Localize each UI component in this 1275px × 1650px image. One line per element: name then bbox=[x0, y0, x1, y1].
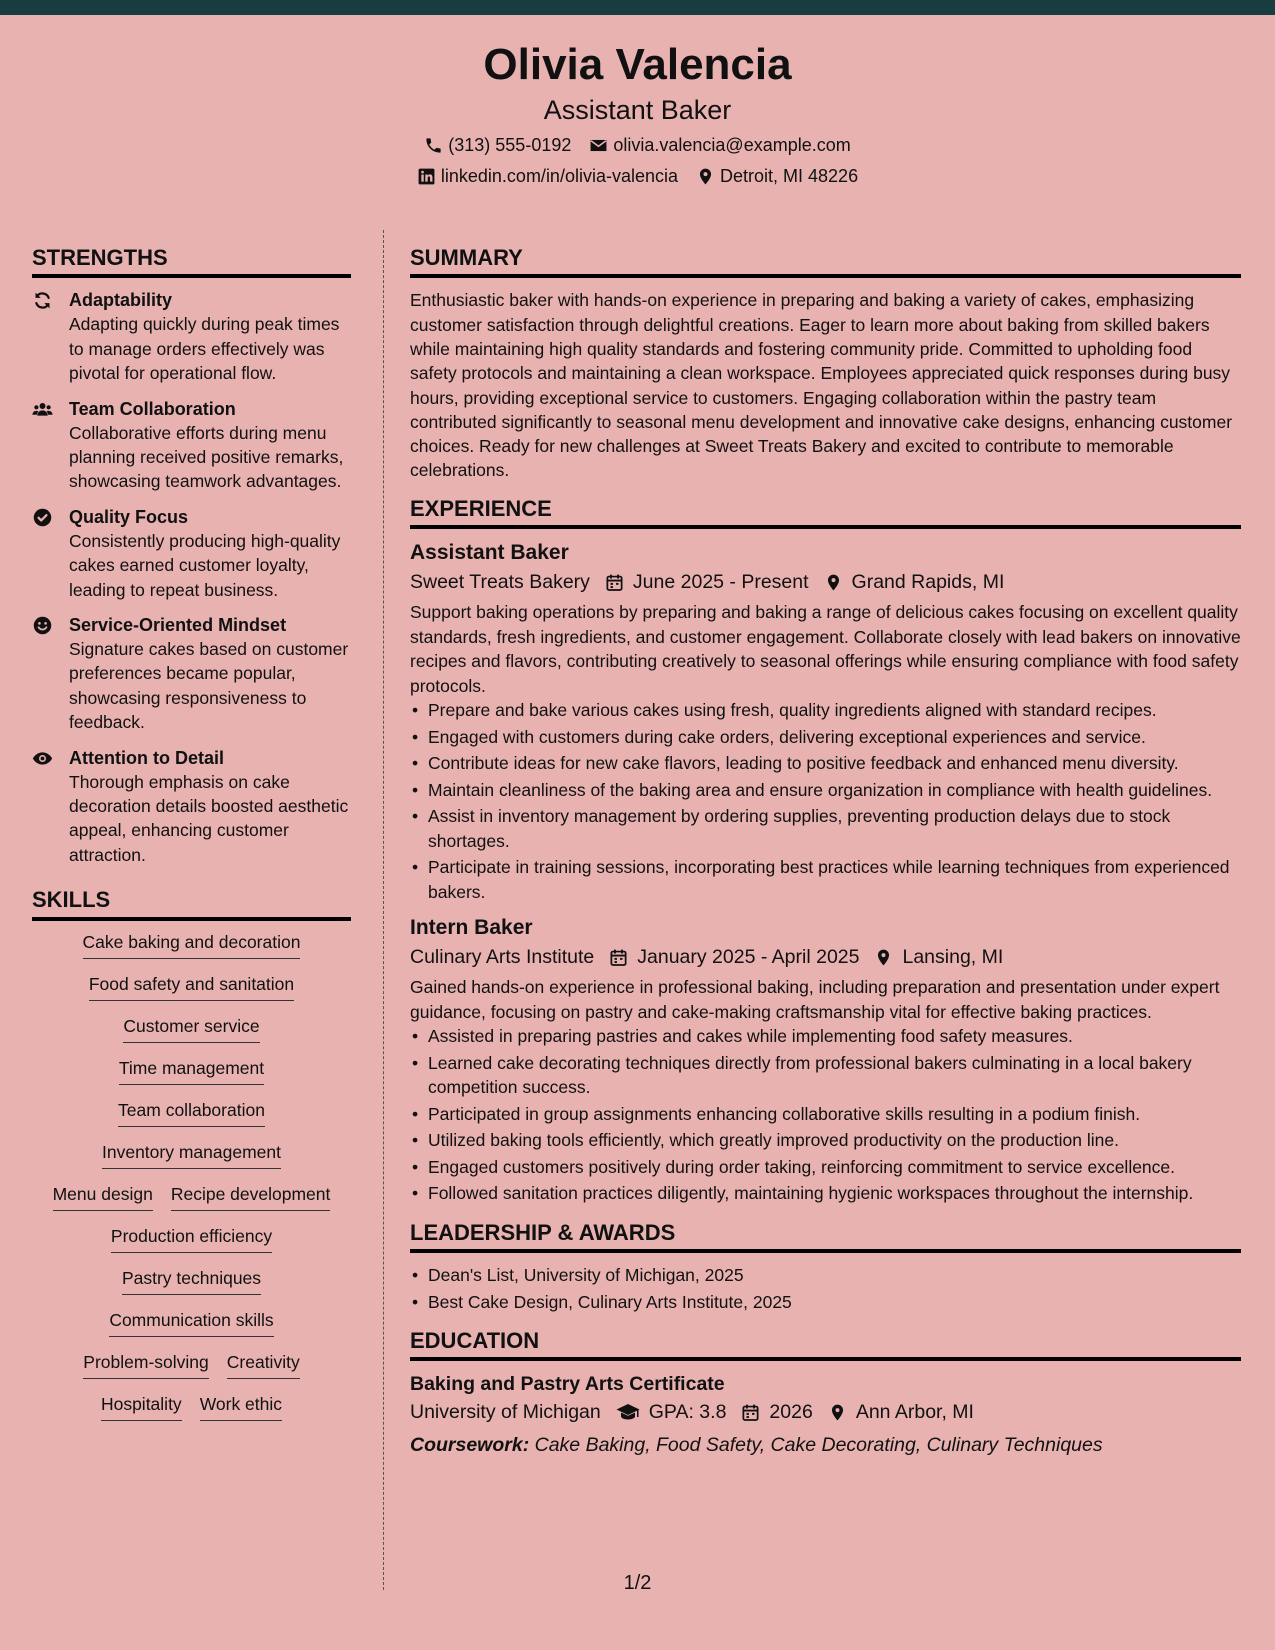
email-contact[interactable] bbox=[589, 135, 850, 156]
job-meta bbox=[410, 942, 1241, 972]
list-item: • Engaged customers positively during order taking, reinforcing commitment to service excellence. bbox=[410, 1155, 1241, 1180]
smile-icon bbox=[32, 615, 53, 636]
phone-contact bbox=[424, 135, 571, 156]
education-meta bbox=[410, 1397, 1241, 1427]
job-bullets bbox=[410, 1024, 1241, 1206]
list-item: • Maintain cleanliness of the baking area and ensure organization in compliance with health guidelines. bbox=[410, 778, 1241, 803]
skills-list bbox=[32, 931, 351, 1421]
gpa-text: GPA: 3.8 bbox=[648, 1401, 727, 1424]
email-text[interactable]: olivia.valencia@example.com bbox=[613, 135, 851, 155]
job-dates: January 2025 - April 2025 bbox=[637, 946, 860, 969]
check-circle-icon bbox=[32, 507, 53, 528]
map-pin-icon bbox=[696, 167, 715, 186]
skill-tag: Inventory management bbox=[102, 1141, 281, 1169]
phone-icon bbox=[424, 136, 443, 155]
job-location: Grand Rapids, MI bbox=[851, 571, 1005, 594]
summary-heading: SUMMARY bbox=[410, 245, 1241, 278]
skill-tag: Customer service bbox=[123, 1015, 259, 1043]
list-item: • Best Cake Design, Culinary Arts Institute, 2025 bbox=[410, 1290, 1241, 1315]
page-number: 1/2 bbox=[623, 1572, 652, 1594]
job-company: Sweet Treats Bakery bbox=[410, 571, 590, 594]
job-title: Assistant Baker bbox=[410, 541, 569, 565]
skill-tag: Creativity bbox=[227, 1351, 300, 1379]
list-item: • Prepare and bake various cakes using fresh, quality ingredients aligned with standard recipes. bbox=[410, 698, 1241, 723]
strength-title: Quality Focus bbox=[69, 506, 189, 527]
experience-heading: EXPERIENCE bbox=[410, 496, 1241, 529]
refresh-icon bbox=[32, 290, 53, 311]
linkedin-icon bbox=[417, 167, 436, 186]
job-title: Intern Baker bbox=[410, 916, 533, 940]
skill-tag: Team collaboration bbox=[118, 1099, 265, 1127]
calendar-icon bbox=[741, 1403, 760, 1422]
strength-item bbox=[32, 397, 351, 494]
list-item: • Assisted in preparing pastries and cakes while implementing food safety measures. bbox=[410, 1024, 1241, 1049]
job-entry bbox=[410, 914, 1241, 1206]
strength-title: Team Collaboration bbox=[69, 398, 236, 419]
strength-title: Adaptability bbox=[69, 290, 173, 311]
graduation-cap-icon bbox=[616, 1400, 640, 1424]
resume-header bbox=[0, 15, 1275, 203]
education-location: Ann Arbor, MI bbox=[855, 1401, 974, 1424]
linkedin-contact[interactable] bbox=[417, 166, 678, 187]
map-pin-icon bbox=[824, 573, 843, 592]
skills-heading: SKILLS bbox=[32, 887, 351, 920]
skill-tag: Cake baking and decoration bbox=[83, 931, 301, 959]
degree-title: Baking and Pastry Arts Certificate bbox=[410, 1373, 725, 1396]
strength-item bbox=[32, 746, 351, 868]
list-item: • Participated in group assignments enhancing collaborative skills resulting in a podium finish. bbox=[410, 1102, 1241, 1127]
list-item: • Followed sanitation practices diligently, maintaining hygienic workspaces throughout the internship. bbox=[410, 1181, 1241, 1206]
job-description: Gained hands-on experience in professional baking, including preparation and presentation under expert guidance, focusing on pastry and cake-making craftsmanship vital for effective baking practices. bbox=[410, 977, 1220, 1022]
skill-tag: Problem-solving bbox=[83, 1351, 208, 1379]
strength-title: Attention to Detail bbox=[69, 747, 224, 768]
right-column bbox=[410, 245, 1241, 1460]
strength-desc: Collaborative efforts during menu planning received positive remarks, showcasing teamwork advantages. bbox=[69, 422, 344, 492]
leadership-heading: LEADERSHIP & AWARDS bbox=[410, 1220, 1241, 1253]
list-item: • Contribute ideas for new cake flavors, leading to positive feedback and enhanced menu diversity. bbox=[410, 751, 1241, 776]
envelope-icon bbox=[589, 136, 608, 155]
coursework-text: Cake Baking, Food Safety, Cake Decorating, Culinary Techniques bbox=[534, 1434, 1103, 1457]
strength-desc: Signature cakes based on customer preferences became popular, showcasing responsiveness to feedback. bbox=[69, 639, 349, 733]
list-item: • Assist in inventory management by ordering supplies, preventing production delays due to stock shortages. bbox=[410, 804, 1241, 853]
left-column bbox=[32, 245, 351, 1435]
strength-item bbox=[32, 613, 351, 735]
phone-text: (313) 555-0192 bbox=[448, 135, 572, 155]
skill-tag: Food safety and sanitation bbox=[89, 973, 294, 1001]
skill-tag: Communication skills bbox=[109, 1309, 273, 1337]
leadership-list bbox=[410, 1263, 1241, 1314]
job-company: Culinary Arts Institute bbox=[410, 946, 595, 969]
list-item: • Dean's List, University of Michigan, 2025 bbox=[410, 1263, 1241, 1288]
calendar-icon bbox=[609, 948, 628, 967]
job-meta bbox=[410, 567, 1241, 597]
strength-desc: Adapting quickly during peak times to manage orders effectively was pivotal for operational flow. bbox=[69, 314, 340, 384]
skill-tag: Pastry techniques bbox=[122, 1267, 261, 1295]
summary-text: Enthusiastic baker with hands-on experience in preparing and baking a variety of cakes, emphasizing customer satisfaction through delightful creations. Eager to learn more about baking from skilled bakers while maintaining high quality standards and fostering community pride. Committed to upholding food safety protocols and maintaining a clean workspace. Employees appreciated quick responses during busy hours, providing exceptional service to customers. Engaging collaboration within the pastry team contributed significantly to seasonal menu development and innovative cake designs, enhancing customer choices. Ready for new challenges at Sweet Treats Bakery and excited to contribute to memorable celebrations. bbox=[410, 290, 1233, 481]
job-location: Lansing, MI bbox=[902, 946, 1004, 969]
eye-icon bbox=[32, 748, 53, 769]
list-item: • Participate in training sessions, incorporating best practices while learning techniques from experienced bakers. bbox=[410, 855, 1241, 904]
skill-tag: Work ethic bbox=[200, 1393, 282, 1421]
location-text: Detroit, MI 48226 bbox=[720, 166, 859, 186]
skill-tag: Production efficiency bbox=[111, 1225, 272, 1253]
calendar-icon bbox=[605, 573, 624, 592]
contact-row-2 bbox=[0, 166, 1275, 187]
job-dates: June 2025 - Present bbox=[632, 571, 809, 594]
skill-tag: Recipe development bbox=[171, 1183, 331, 1211]
list-item: • Utilized baking tools efficiently, which greatly improved productivity on the production line. bbox=[410, 1128, 1241, 1153]
strength-item bbox=[32, 288, 351, 385]
strength-desc: Consistently producing high-quality cakes earned customer loyalty, leading to repeat business. bbox=[69, 530, 341, 600]
job-bullets bbox=[410, 698, 1241, 904]
map-pin-icon bbox=[874, 948, 893, 967]
coursework bbox=[410, 1430, 1241, 1460]
coursework-label: Coursework: bbox=[410, 1434, 530, 1457]
strength-item bbox=[32, 505, 351, 602]
location-contact bbox=[696, 166, 858, 187]
list-item: • Learned cake decorating techniques directly from professional bakers culminating in a local bakery competition success. bbox=[410, 1051, 1241, 1100]
strength-desc: Thorough emphasis on cake decoration details boosted aesthetic appeal, enhancing customer attraction. bbox=[69, 771, 349, 865]
contact-row-1 bbox=[0, 135, 1275, 156]
skill-tag: Menu design bbox=[53, 1183, 153, 1211]
users-icon bbox=[32, 399, 53, 420]
education-heading: EDUCATION bbox=[410, 1328, 1241, 1361]
linkedin-text[interactable]: linkedin.com/in/olivia-valencia bbox=[440, 166, 679, 186]
job-description: Support baking operations by preparing and baking a range of delicious cakes focusing on excellent quality standards, fresh ingredients, and customer engagement. Collaborate closely with lead bakers on innovative recipes and flavors, contributing creatively to seasonal offerings while ensuring compliance with food safety protocols. bbox=[410, 602, 1241, 696]
column-divider bbox=[383, 230, 384, 1590]
map-pin-icon bbox=[828, 1403, 847, 1422]
list-item: • Engaged with customers during cake orders, delivering exceptional experiences and service. bbox=[410, 725, 1241, 750]
strengths-heading: STRENGTHS bbox=[32, 245, 351, 278]
candidate-title: Assistant Baker bbox=[543, 95, 732, 125]
school-name: University of Michigan bbox=[410, 1401, 601, 1424]
strength-title: Service-Oriented Mindset bbox=[69, 615, 287, 636]
candidate-name: Olivia Valencia bbox=[483, 40, 792, 89]
education-year: 2026 bbox=[769, 1401, 813, 1424]
skill-tag: Time management bbox=[119, 1057, 264, 1085]
top-accent-bar bbox=[0, 0, 1275, 15]
job-entry bbox=[410, 539, 1241, 904]
skill-tag: Hospitality bbox=[101, 1393, 182, 1421]
